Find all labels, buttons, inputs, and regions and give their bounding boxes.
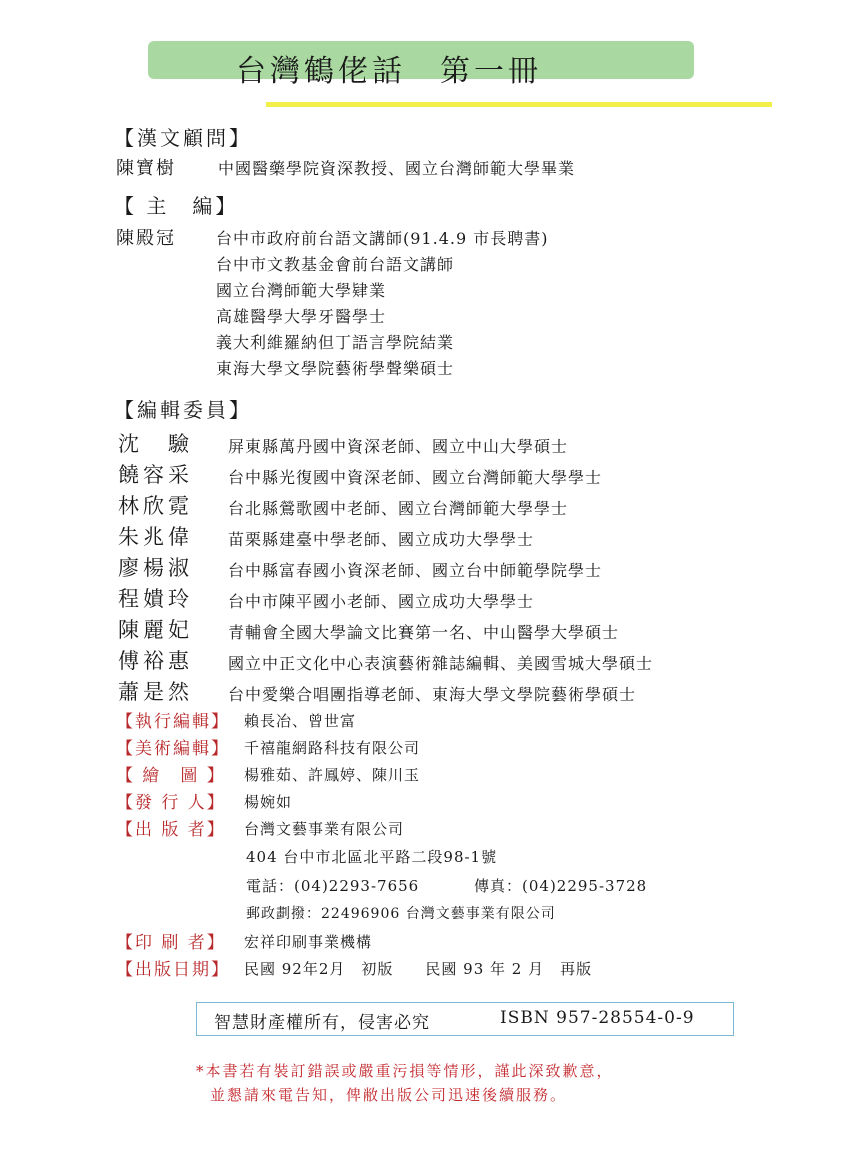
role-label: 【 繪 圖 】 (116, 766, 226, 786)
member-desc: 台北縣鶯歌國中老師、國立台灣師範大學學士 (228, 499, 569, 518)
committee-header: 【編輯委員】 (114, 398, 252, 422)
editor-line: 台中市文教基金會前台語文講師 (216, 255, 455, 274)
editor-line: 東海大學文學院藝術學聲樂碩士 (216, 359, 455, 378)
publisher-postal: 郵政劃撥：22496906 台灣文藝事業有限公司 (246, 906, 556, 922)
editor-header: 【 主 編】 (114, 194, 239, 218)
member-desc: 台中縣富春國小資深老師、國立台中師範學院學士 (228, 561, 603, 580)
member-name: 陳麗妃 (118, 618, 193, 642)
notice-line: *本書若有裝訂錯誤或嚴重污損等情形，謹此深致歉意， (196, 1062, 614, 1080)
role-label: 【執行編輯】 (116, 712, 230, 732)
editor-line: 台中市政府前台語文講師(91.4.9 市長聘書) (216, 229, 549, 248)
member-desc: 屏東縣萬丹國中資深老師、國立中山大學碩士 (228, 437, 569, 456)
role-value: 楊雅茹、許鳳婷、陳川玉 (244, 766, 421, 784)
notice-line: 並懇請來電告知，俾敝出版公司迅速後續服務。 (210, 1086, 568, 1104)
member-name: 朱兆偉 (118, 525, 193, 549)
member-desc: 台中市陳平國小老師、國立成功大學學士 (228, 592, 535, 611)
role-label: 【出 版 者】 (116, 820, 226, 840)
member-desc: 國立中正文化中心表演藝術雜誌編輯、美國雪城大學碩士 (228, 654, 654, 673)
editor-line: 高雄醫學大學牙醫學士 (216, 307, 387, 326)
role-value: 台灣文藝事業有限公司 (244, 820, 405, 838)
publisher-fax: 傳真：(04)2295-3728 (474, 877, 648, 895)
role-value: 賴長冶、曾世富 (244, 712, 357, 730)
advisor-header: 【漢文顧問】 (114, 126, 252, 150)
printer-label: 【印 刷 者】 (116, 933, 226, 953)
member-name: 傅裕惠 (118, 649, 193, 673)
printer-value: 宏祥印刷事業機構 (244, 933, 373, 951)
date-label: 【出版日期】 (116, 960, 230, 980)
advisor-name: 陳寶樹 (116, 158, 176, 179)
member-desc: 台中縣光復國中資深老師、國立台灣師範大學學士 (228, 468, 603, 487)
role-label: 【美術編輯】 (116, 739, 230, 759)
member-desc: 台中愛樂合唱團指導老師、東海大學文學院藝術學碩士 (228, 685, 637, 704)
date-value: 民國 92年2月 初版 民國 93 年 2 月 再版 (244, 960, 593, 978)
advisor-desc: 中國醫藥學院資深教授、國立台灣師範大學畢業 (218, 159, 576, 178)
role-value: 楊婉如 (244, 793, 293, 811)
member-name: 程嬇玲 (118, 587, 193, 611)
editor-name: 陳殿冠 (116, 228, 176, 249)
member-name: 蕭是然 (118, 680, 193, 704)
member-desc: 苗栗縣建臺中學老師、國立成功大學學士 (228, 530, 535, 549)
page-title: 台灣鶴佬話 第一冊 (236, 54, 542, 89)
member-name: 廖楊淑 (118, 556, 193, 580)
member-name: 沈 驗 (118, 432, 193, 456)
isbn: ISBN 957-28554-0-9 (500, 1008, 695, 1028)
member-desc: 青輔會全國大學論文比賽第一名、中山醫學大學碩士 (228, 623, 620, 642)
copyright-text: 智慧財產權所有，侵害必究 (214, 1013, 430, 1033)
role-value: 千禧龍網路科技有限公司 (244, 739, 421, 757)
title-underline (266, 102, 772, 107)
member-name: 饒容采 (118, 463, 193, 487)
role-label: 【發 行 人】 (116, 793, 226, 813)
editor-line: 國立台灣師範大學肄業 (216, 281, 387, 300)
member-name: 林欣霓 (118, 494, 193, 518)
publisher-address: 404 台中市北區北平路二段98-1號 (246, 848, 498, 866)
publisher-phone: 電話：(04)2293-7656 (246, 877, 420, 895)
editor-line: 義大利維羅納但丁語言學院結業 (216, 333, 455, 352)
